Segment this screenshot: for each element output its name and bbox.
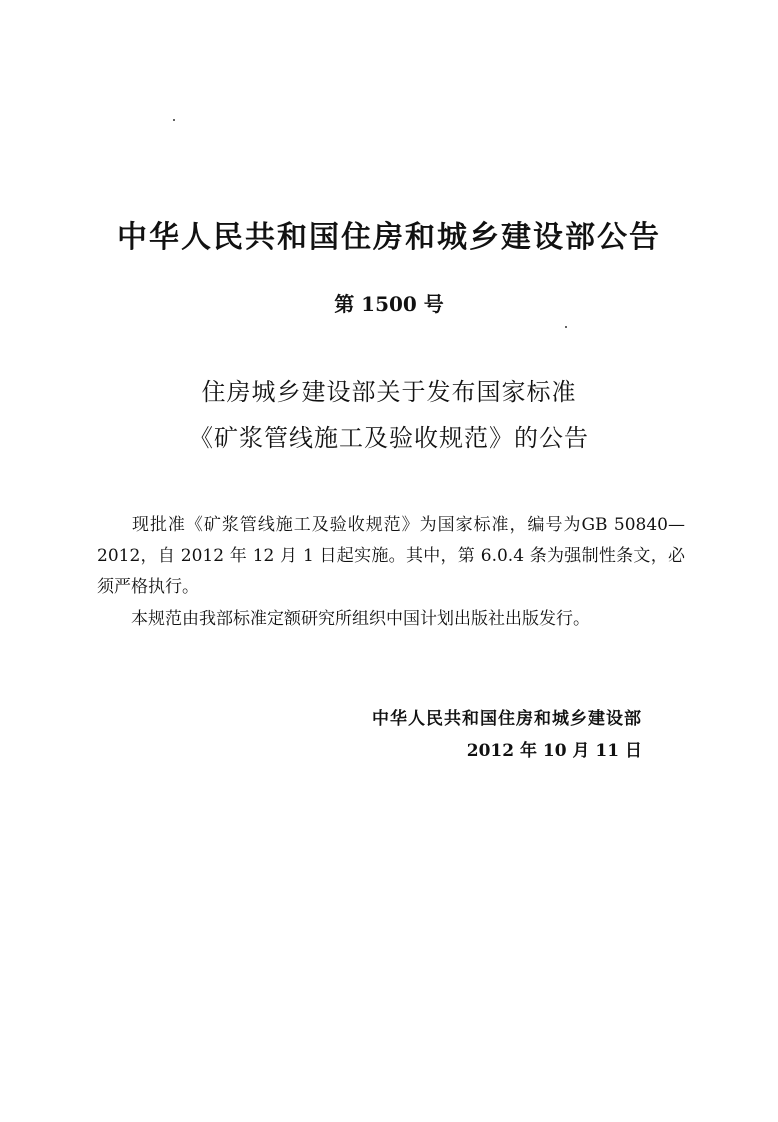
- announcement-number: 第 1500 号: [334, 292, 444, 316]
- page-title: 中华人民共和国住房和城乡建设部公告: [117, 220, 661, 255]
- signer: 中华人民共和国住房和城乡建设部: [372, 709, 642, 729]
- scan-speck: [565, 326, 567, 328]
- scan-speck: [173, 119, 175, 121]
- subtitle-line-1: 住房城乡建设部关于发布国家标准: [201, 378, 577, 406]
- body-paragraph-1: [97, 510, 685, 603]
- body-paragraph-2: [97, 604, 685, 635]
- issue-date: 2012 年 10 月 11 日: [466, 741, 642, 761]
- paragraph-2-text: 本规范由我部标准定额研究所组织中国计划出版社出版发行。: [131, 609, 590, 629]
- paragraph-1-text: 现批准《矿浆管线施工及验收规范》为国家标准，编号为GB 50840—2012，自 2012 年 12 月 1 日起实施。其中，第 6.0.4 条为强制性条文，必须严格执行。: [97, 515, 685, 597]
- subtitle-line-2: 《矿浆管线施工及验收规范》的公告: [189, 424, 589, 452]
